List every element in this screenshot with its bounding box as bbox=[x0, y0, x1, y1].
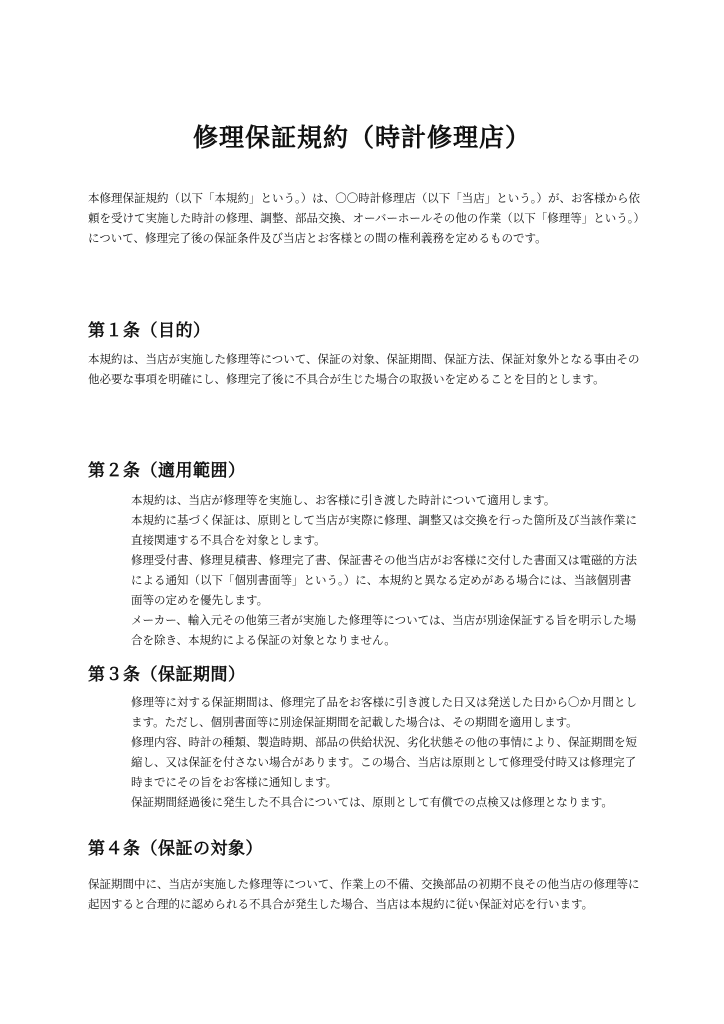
article-1-heading: 第１条（目的） bbox=[88, 321, 211, 341]
article-2-paragraph-2: 本規約に基づく保証は、原則として当店が実際に修理、調整又は交換を行った箇所及び当該作業に直接関連する不具合を対象とします。 bbox=[131, 513, 637, 547]
article-1-body bbox=[88, 349, 648, 389]
article-2-paragraph-4: メーカー、輸入元その他第三者が実施した修理等については、当店が別途保証する旨を明示した場合を除き、本規約による保証の対象となりません。 bbox=[131, 613, 637, 647]
article-2-heading: 第２条（適用範囲） bbox=[88, 461, 246, 481]
article-2-paragraph-3: 修理受付書、修理見積書、修理完了書、保証書その他当店がお客様に交付した書面又は電磁的方法による通知（以下「個別書面等」という。）に、本規約と異なる定めがある場合には、当該個別書面等の定めを優先します。 bbox=[131, 553, 637, 607]
intro-paragraph: 本修理保証規約（以下「本規約」という。）は、〇〇時計修理店（以下「当店」という。）が、お客様から依頼を受けて実施した時計の修理、調整、部品交換、オーバーホールその他の作業（以下「修理等」という。）について、修理完了後の保証条件及び当店とお客様との間の権利義務を定めるものです。 bbox=[88, 191, 645, 245]
article-3-paragraph-2: 修理内容、時計の種類、製造時期、部品の供給状況、劣化状態その他の事情により、保証期間を短縮し、又は保証を付さない場合があります。この場合、当店は原則として修理受付時又は修理完了時までにその旨をお客様に通知します。 bbox=[131, 735, 637, 789]
article-4-body bbox=[88, 874, 648, 914]
article-3-heading: 第３条（保証期間） bbox=[88, 665, 246, 685]
article-3-body bbox=[131, 692, 641, 812]
article-2-body bbox=[131, 490, 641, 650]
article-2-paragraph-1: 本規約は、当店が修理等を実施し、お客様に引き渡した時計について適用します。 bbox=[131, 493, 556, 507]
article-3-paragraph-3: 保証期間経過後に発生した不具合については、原則として有償での点検又は修理となります。 bbox=[131, 795, 613, 809]
article-4-heading: 第４条（保証の対象） bbox=[88, 839, 263, 859]
article-1-paragraph-1: 本規約は、当店が実施した修理等について、保証の対象、保証期間、保証方法、保証対象外となる事由その他必要な事項を明確にし、修理完了後に不具合が生じた場合の取扱いを定めることを目的とします。 bbox=[88, 352, 640, 386]
document-title: 修理保証規約（時計修理店） bbox=[192, 123, 531, 152]
article-4-paragraph-1: 保証期間中に、当店が実施した修理等について、作業上の不備、交換部品の初期不良その他当店の修理等に起因すると合理的に認められる不具合が発生した場合、当店は本規約に従い保証対応を行います。 bbox=[88, 877, 640, 911]
article-3-paragraph-1: 修理等に対する保証期間は、修理完了品をお客様に引き渡した日又は発送した日から〇か月間とします。ただし、個別書面等に別途保証期間を記載した場合は、その期間を適用します。 bbox=[131, 695, 637, 729]
